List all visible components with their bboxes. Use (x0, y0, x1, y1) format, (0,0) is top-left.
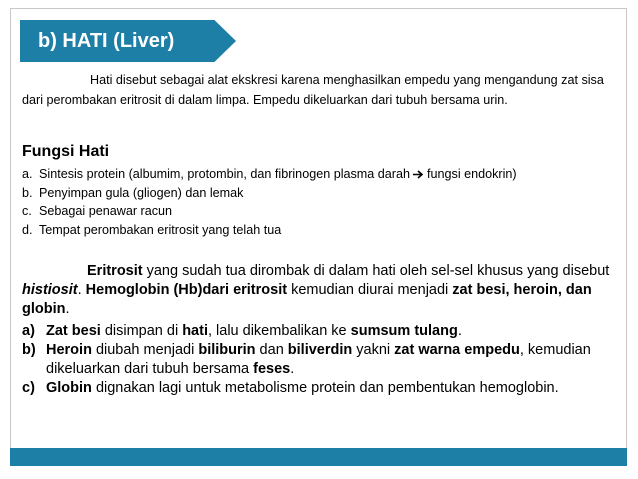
list-item (22, 341, 622, 379)
list-item (22, 322, 622, 341)
list-marker: b) (22, 342, 36, 358)
bold-text: Zat besi (46, 323, 101, 339)
bold-text: feses (253, 361, 291, 377)
bold-text: biliburin (198, 342, 256, 358)
arrow-right-icon (413, 170, 424, 179)
bold-text: zat besi, heroin, dan globin (22, 282, 592, 317)
footer-bar (10, 448, 627, 466)
list-item-suffix: fungsi endokrin) (427, 167, 517, 181)
list-marker: b. (22, 185, 33, 200)
bold-text: Globin (46, 380, 92, 396)
list-item (22, 221, 517, 240)
text-run: disimpan di (100, 323, 183, 339)
text-run: kemudian diurai menjadi (287, 282, 453, 298)
list-marker: c. (22, 204, 32, 218)
text-run: . (457, 323, 462, 339)
list-marker: d. (22, 222, 33, 237)
list-item-text: Penyimpan gula (gliogen) dan lemak (39, 185, 244, 200)
text-run: . (290, 361, 295, 377)
list-item (22, 379, 622, 398)
text-run: , lalu dikembalikan ke (207, 323, 351, 339)
text-run: dan (255, 342, 288, 358)
list-item (22, 165, 517, 184)
list-marker: c) (22, 380, 35, 396)
intro-text: Hati disebut sebagai alat ekskresi karena menghasilkan empedu yang mengandung zat sisa dari perombakan eritrosit di dalam limpa. Empedu dikeluarkan dari tubuh bersama urin. (22, 73, 604, 107)
list-item-text: Tempat perombakan eritrosit yang telah tua (39, 222, 282, 237)
text-run: . (77, 282, 86, 298)
eritrosit-paragraph (22, 262, 622, 319)
list-item (22, 202, 517, 221)
list-item-text: Sintesis protein (albumim, protombin, dan fibrinogen plasma darah (39, 167, 411, 181)
text-run: . (65, 301, 70, 317)
text-run: yakni (352, 342, 395, 358)
list-item (22, 184, 517, 203)
list-marker: a) (22, 323, 35, 339)
intro-paragraph (22, 70, 618, 110)
bold-text: biliverdin (287, 342, 353, 358)
fungsi-list (22, 165, 517, 239)
bold-text: Eritrosit (87, 263, 143, 279)
text-run: diubah menjadi (91, 342, 199, 358)
text-run: , kemudian dikeluarkan dari tubuh bersama (46, 342, 591, 377)
bold-italic-text: histiosit (22, 282, 78, 298)
bold-text: hati (182, 323, 208, 339)
slide-title: b) HATI (Liver) (38, 30, 175, 52)
list-marker: a. (22, 167, 33, 181)
fungsi-heading: Fungsi Hati (22, 143, 110, 160)
text-run: dignakan lagi untuk metabolisme protein dan pembentukan hemoglobin. (91, 380, 559, 396)
points-list (22, 322, 622, 398)
bold-text: Heroin (46, 342, 92, 358)
bold-text: sumsum tulang (350, 323, 458, 339)
list-item-text: Sebagai penawar racun (39, 204, 173, 218)
text-run: yang sudah tua dirombak di dalam hati oleh sel-sel khusus yang disebut (142, 263, 610, 279)
bold-text: zat warna empedu (394, 342, 520, 358)
bold-text: Hemoglobin (Hb)dari eritrosit (85, 282, 288, 298)
